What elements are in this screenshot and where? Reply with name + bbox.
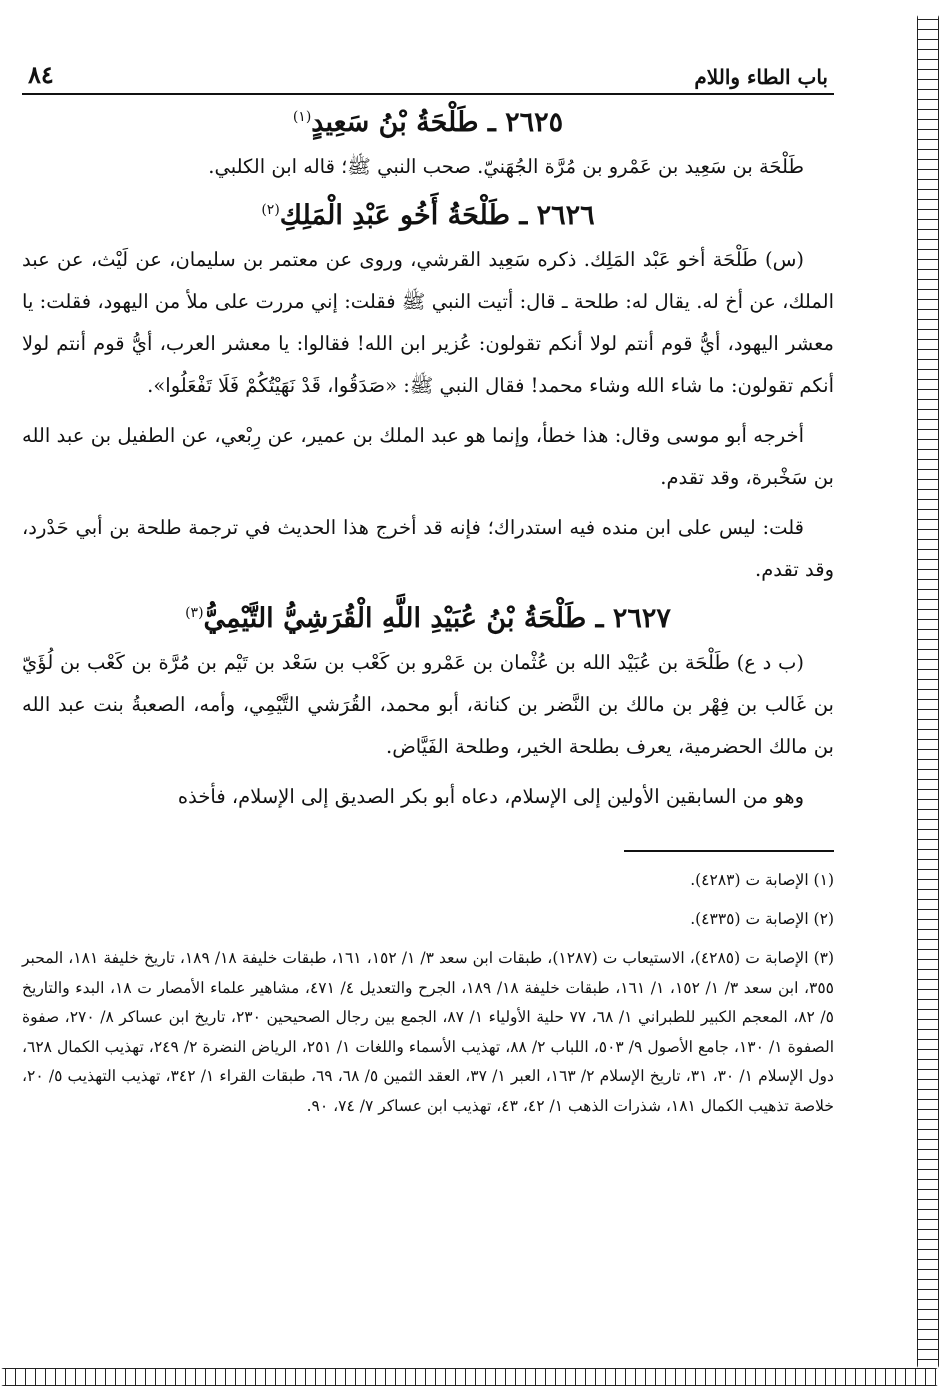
entry-heading bbox=[22, 105, 834, 140]
footnote-marker: (١) bbox=[292, 109, 312, 125]
decorative-border-right bbox=[917, 14, 939, 1369]
entry-paragraph: طَلْحَة بن سَعِيد بن عَمْرو بن مُرَّة الجُهَنيّ. صحب النبي ﷺ؛ قاله ابن الكلبي. bbox=[208, 155, 804, 179]
entry-2627 bbox=[22, 601, 834, 818]
entry-title: ٢٦٢٥ ـ طَلْحَةُ بْنُ سَعِيدٍ bbox=[311, 107, 564, 138]
entry-paragraph: قلت: ليس على ابن منده فيه استدراك؛ فإنه قد أخرج هذا الحديث في ترجمة طلحة بن أبي حَدْرد، وقد تقدم. bbox=[22, 516, 834, 582]
footnote-marker: (٢) bbox=[261, 202, 280, 219]
decorative-border-bottom bbox=[0, 1368, 939, 1386]
page-number: ٨٤ bbox=[28, 60, 54, 89]
page-header bbox=[22, 60, 834, 95]
book-page bbox=[22, 60, 834, 1131]
footnote-separator bbox=[624, 850, 834, 852]
entry-paragraph: (س) طَلْحَة أخو عَبْد المَلِك. ذكره سَعِيد القرشي، وروى عن معتمر بن سليمان، عن لَيْث، عن عبد الملك، عن أخ له. يقال له: طلحة ـ قال: أتيت النبي ﷺ فقلت: إني مررت على ملأ من اليهود، فقلت: يا معشر اليهود، أيُّ قوم أنتم لولا أنكم تقولون: عُزير ابن الله! فقالوا: يا معشر العرب، أيُّ قوم أنتم لولا أنكم تقولون: ما شاء الله وشاء محمد! فقال النبي ﷺ: «صَدَقُوا، قَدْ نَهَيْتُكُمْ فَلَا تَفْعَلُوا». bbox=[22, 248, 834, 398]
footnote-separator-wrap bbox=[22, 826, 834, 852]
entry-title: ٢٦٢٦ ـ طَلْحَةُ أَخُو عَبْدِ الْمَلِكِ bbox=[279, 200, 595, 232]
entry-heading bbox=[22, 198, 834, 233]
footnote-marker: (٣) bbox=[185, 605, 204, 622]
footnote: (٣) الإصابة ت (٤٢٨٥)، الاستيعاب ت (١٢٨٧)، طبقات ابن سعد ٣/ ١/ ١٥٢، ١٦١، طبقات خليفة ١٨/ ١٨٩، تاريخ خليفة ١٨١، المحبر ٣٥٥، ابن سعد ٣/ ١/ ١٥٢، ١/ ١٦١، طبقات خليفة ١٨/ ١٨٩، الجرح والتعديل ٤/ ٤٧١، مشاهير علماء الأمصار ت ١٨، البدء والتاريخ ٥/ ٨٢، المعجم الكبير للطبراني ١/ ٦٨، ٧٧ حلية الأولياء ١/ ٨٧، الجمع بين رجال الصحيحين ٢٣٠، تاريخ ابن عساكر ٨/ ٢٧٠، صفوة الصفوة ١/ ١٣٠، جامع الأصول ٩/ ٥٠٣، اللباب ٢/ ٨٨، تهذيب الأسماء واللغات ١/ ٢٥١، الرياض النضرة ٢/ ٢٤٩، تهذيب الكمال ٦٢٨، دول الإسلام ١/ ٣٠، ٣١، تاريخ الإسلام ٢/ ١٦٣، العبر ١/ ٣٧، العقد الثمين ٥/ ٦٨، ٦٩، طبقات القراء ١/ ٣٤٢، تهذيب التهذيب ٥/ ٢٠، خلاصة تذهيب الكمال ١٨١، شذرات الذهب ١/ ٤٢، ٤٣، تهذيب ابن عساكر ٧/ ٧٤، ٩٠. bbox=[22, 949, 835, 1115]
footnote: (٢) الإصابة ت (٤٣٣٥). bbox=[690, 910, 834, 929]
running-title: باب الطاء واللام bbox=[694, 65, 828, 89]
entry-2625 bbox=[22, 105, 834, 188]
entry-paragraph: وهو من السابقين الأولين إلى الإسلام، دعاه أبو بكر الصديق إلى الإسلام، فأخذه bbox=[177, 785, 804, 809]
entry-2626 bbox=[22, 198, 834, 591]
entry-heading bbox=[22, 601, 834, 636]
entry-paragraph: أخرجه أبو موسى وقال: هذا خطأ، وإنما هو عبد الملك بن عمير، عن رِبْعي، عن الطفيل بن عبد الله بن سَخْبرة، وقد تقدم. bbox=[22, 424, 834, 490]
entry-title: ٢٦٢٧ ـ طَلْحَةُ بْنُ عُبَيْدِ اللَّهِ الْقُرَشِيُّ التَّيْمِيُّ bbox=[203, 603, 671, 635]
entry-paragraph: (ب د ع) طَلْحَة بن عُبَيْد الله بن عُثْمان بن عَمْرو بن كَعْب بن سَعْد بن تَيْم بن مُرَّة بن كَعْب بن لُؤَيّ بن غَالب بن فِهْر بن مالك بن النَّضر بن كنانة، أبو محمد، القُرَشي التَّيْمِي، وأمه، الصعبةُ بنت عبد الله بن مالك الحضرمية، يعرف بطلحة الخير، وطلحة الفَيَّاض. bbox=[22, 651, 834, 759]
footnote: (١) الإصابة ت (٤٢٨٣). bbox=[690, 871, 834, 890]
footnotes bbox=[22, 866, 834, 1121]
